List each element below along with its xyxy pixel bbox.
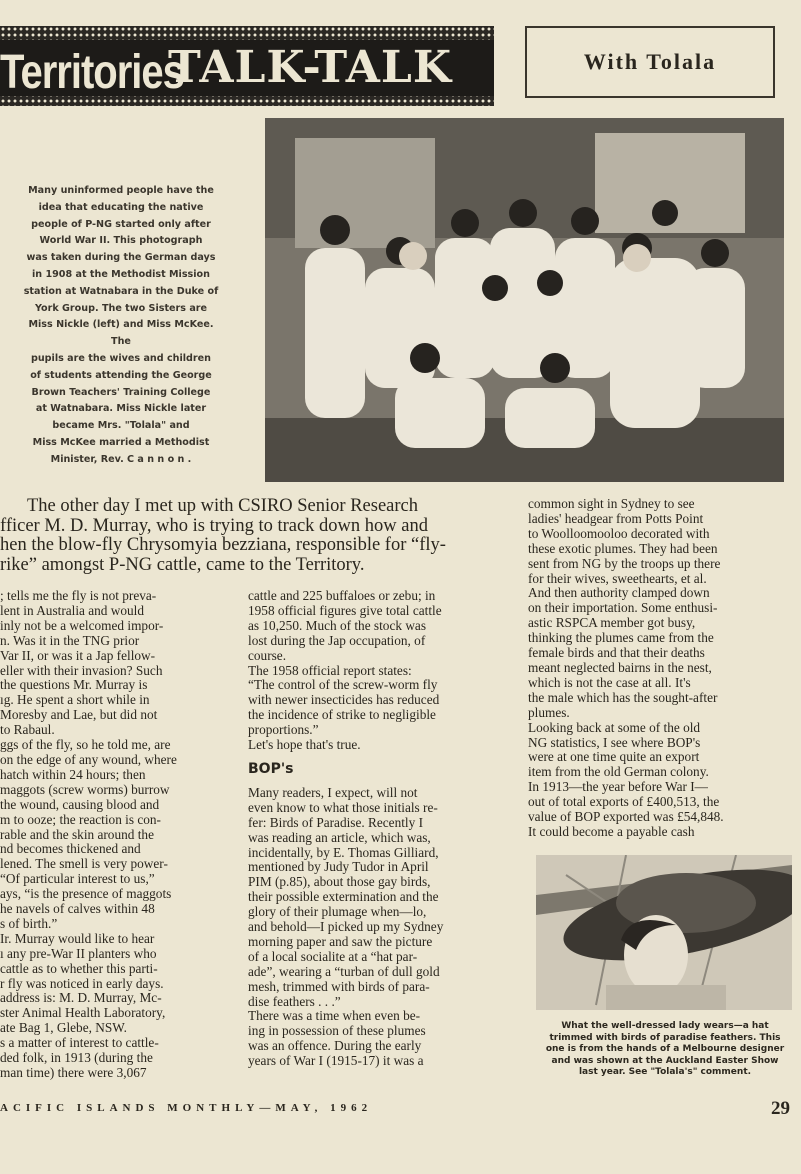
- column-line: of a local socialite at a “hat par-: [248, 949, 418, 964]
- masthead-band: [0, 40, 494, 99]
- column-line: years of War I (1915-17) it was a: [248, 1054, 424, 1069]
- column-line: cattle and 225 buffaloes or zebu; in: [248, 589, 436, 603]
- column-line: the questions Mr. Murray is: [0, 678, 148, 693]
- column-line: NG statistics, I see where BOP's: [528, 735, 701, 750]
- caption-line: York Group. The two Sisters are: [34, 302, 208, 314]
- caption-line: one is from the hands of a Melbourne designer: [545, 1044, 785, 1055]
- column-line: r fly was noticed in early days.: [0, 976, 164, 991]
- column-line: these exotic plumes. They had been: [528, 541, 718, 556]
- article-column-3: [528, 497, 793, 840]
- column-line: s of birth.”: [0, 916, 58, 931]
- column-line: ays, “is the presence of maggots: [0, 887, 172, 902]
- column-line: value of BOP exported was £54,848.: [528, 810, 724, 825]
- column-line: 1958 official figures give total cattle: [248, 603, 442, 618]
- column-line: astic RSPCA member got busy,: [528, 616, 696, 631]
- caption-line: Miss Nickle (left) and Miss McKee. The: [28, 319, 214, 348]
- column-line: It could become a payable cash: [528, 824, 695, 839]
- mission-group-photo: [265, 118, 784, 482]
- column-line: for their wives, sweethearts, et al.: [528, 571, 707, 586]
- column-line: ladies' headgear from Potts Point: [528, 511, 704, 526]
- column-line: glory of their plumage when—lo,: [248, 905, 427, 920]
- column-line: cattle as to whether this parti-: [0, 961, 158, 976]
- column-line: course.: [248, 648, 287, 663]
- column-line: ıg. He spent a short while in: [0, 693, 150, 708]
- section-heading: BOP's: [248, 761, 294, 777]
- column-line: man time) there were 3,067: [0, 1066, 147, 1080]
- column-line: Many readers, I expect, will not: [248, 785, 418, 800]
- column-line: were at one time quite an export: [528, 750, 700, 765]
- column-line: and behold—I picked up my Sydney: [248, 920, 444, 935]
- column-line: address is: M. D. Murray, Mc-: [0, 991, 162, 1006]
- caption-line: and was shown at the Auckland Easter Show: [551, 1055, 779, 1066]
- column-line: The 1958 official report states:: [248, 663, 412, 678]
- caption-line: Minister, Rev. C a n n o n .: [50, 453, 192, 465]
- article-column-2: [248, 589, 510, 1069]
- article-intro: [0, 497, 495, 576]
- hat-photo: [536, 855, 792, 1010]
- column-line: ing in possession of these plumes: [248, 1024, 426, 1039]
- intro-line: fficer M. D. Murray, who is trying to track down how and: [0, 515, 428, 536]
- column-line: “The control of the screw-worm fly: [248, 678, 438, 693]
- caption-line: of students attending the George: [30, 369, 212, 381]
- masthead-banner: [0, 26, 494, 106]
- caption-line: last year. See "Tolala's" comment.: [578, 1067, 752, 1078]
- caption-line: Many uninformed people have the: [28, 185, 214, 196]
- column-line: Looking back at some of the old: [528, 720, 701, 735]
- mission-photo-caption: [18, 183, 224, 469]
- column-line: with newer insecticides has reduced: [248, 693, 440, 708]
- column-line: mentioned by Judy Tudor in April: [248, 860, 429, 875]
- column-line: Ir. Murray would like to hear: [0, 931, 155, 946]
- column-line: even know to what those initials re-: [248, 800, 438, 815]
- column-line: morning paper and saw the picture: [248, 934, 433, 949]
- column-line: dise feathers . . .”: [248, 994, 341, 1009]
- mission-photo-illustration: [265, 118, 784, 482]
- column-line: hatch within 24 hours; then: [0, 767, 146, 782]
- column-line: There was a time when even be-: [248, 1009, 421, 1024]
- column-line: s a matter of interest to cattle-: [0, 1036, 159, 1051]
- column-line: lened. The smell is very power-: [0, 857, 168, 872]
- caption-line: Miss McKee married a Methodist: [32, 436, 210, 448]
- column-line: meant neglected bairns in the nest,: [528, 660, 712, 675]
- column-line: PIM (p.85), about those gay birds,: [248, 875, 431, 890]
- column-line: lost during the Jap occupation, of: [248, 633, 426, 648]
- caption-line: World War II. This photograph: [39, 235, 203, 247]
- column-line: common sight in Sydney to see: [528, 497, 695, 511]
- column-line: Var II, or was it a Jap fellow-: [0, 648, 156, 663]
- page-number: 29: [771, 1098, 790, 1119]
- column-line: sent from NG by the troops up there: [528, 556, 721, 571]
- column-line: the male which has the sought-after: [528, 690, 718, 705]
- column-line: And then authority clamped down: [528, 586, 710, 601]
- column-line: “Of particular interest to us,”: [0, 872, 155, 887]
- column-line: was an offence. During the early: [248, 1039, 422, 1054]
- column-line: out of total exports of £400,513, the: [528, 795, 720, 810]
- column-line: ; tells me the fly is not preva-: [0, 589, 157, 603]
- column-line: on the edge of any wound, where: [0, 752, 177, 767]
- column-line: on their importation. Some enthusi-: [528, 601, 718, 616]
- column-line: thinking the plumes came from the: [528, 631, 714, 646]
- caption-line: What the well-dressed lady wears—a hat: [561, 1021, 769, 1031]
- column-line: proportions.”: [248, 723, 319, 738]
- caption-line: in 1908 at the Methodist Mission: [32, 268, 210, 280]
- column-line: mesh, trimmed with birds of para-: [248, 979, 430, 994]
- column-line: ster Animal Health Laboratory,: [0, 1006, 166, 1021]
- column-line: Let's hope that's true.: [248, 738, 361, 753]
- column-title-box: [525, 26, 775, 98]
- column-line: female birds and that their deaths: [528, 646, 705, 661]
- intro-line: The other day I met up with CSIRO Senior Research: [27, 496, 418, 516]
- publication-line: ACIFIC ISLANDS MONTHLY—MAY, 1962: [0, 1102, 373, 1114]
- column-line: lent in Australia and would: [0, 603, 145, 618]
- column-line: eller with their invasion? Such: [0, 663, 163, 678]
- caption-line: Brown Teachers' Training College: [31, 386, 211, 398]
- caption-line: trimmed with birds of paradise feathers. This: [549, 1032, 781, 1043]
- intro-line: rike” amongst P-NG cattle, came to the Territory.: [0, 555, 365, 576]
- caption-line: at Watnabara. Miss Nickle later: [35, 403, 207, 415]
- column-line: ggs of the fly, so he told me, are: [0, 738, 171, 753]
- column-line: rable and the skin around the: [0, 827, 154, 842]
- column-line: Moresby and Lae, but did not: [0, 708, 158, 723]
- column-line: plumes.: [528, 705, 570, 720]
- column-line: nd becomes thickened and: [0, 842, 141, 857]
- column-line: inly not be a welcomed impor-: [0, 618, 164, 633]
- column-line: maggots (screw worms) burrow: [0, 782, 170, 797]
- column-line: to Woolloomooloo decorated with: [528, 526, 710, 541]
- masthead-territories: Territories: [0, 46, 184, 99]
- column-line: ate Bag 1, Glebe, NSW.: [0, 1021, 127, 1036]
- column-line: n. Was it in the TNG prior: [0, 633, 140, 648]
- column-line: m to ooze; the reaction is con-: [0, 812, 161, 827]
- caption-line: people of P-NG started only after: [31, 218, 211, 230]
- column-line: as 10,250. Much of the stock was: [248, 618, 427, 633]
- column-line: which is not the case at all. It's: [528, 675, 691, 690]
- hat-photo-illustration: [536, 855, 792, 1010]
- column-title: With Tolala: [583, 49, 717, 74]
- article-column-1: [0, 589, 231, 1081]
- column-line: was reading an article, which was,: [248, 830, 431, 845]
- column-line: the incidence of strike to negligible: [248, 708, 436, 723]
- column-line: the wound, causing blood and: [0, 797, 160, 812]
- caption-line: was taken during the German days: [26, 252, 216, 264]
- column-line: ı any pre-War II planters who: [0, 946, 157, 961]
- column-line: item from the old German colony.: [528, 765, 709, 780]
- column-line: In 1913—the year before War I—: [528, 780, 708, 795]
- column-line: he navels of calves within 48: [0, 902, 155, 917]
- hat-photo-caption: [535, 1021, 795, 1079]
- caption-line: became Mrs. "Tolala" and: [52, 420, 190, 432]
- column-line: their possible extermination and the: [248, 890, 439, 905]
- caption-line: pupils are the wives and children: [30, 352, 211, 364]
- column-line: to Rabaul.: [0, 723, 55, 738]
- masthead-talk-talk: TALK-TALK: [168, 42, 453, 93]
- column-line: [248, 777, 510, 786]
- page-footer: [0, 1098, 801, 1122]
- column-line: ded folk, in 1913 (during the: [0, 1051, 153, 1066]
- column-line: incidentally, by E. Thomas Gilliard,: [248, 845, 439, 860]
- intro-line: hen the blow-fly Chrysomyia bezziana, responsible for “fly-: [0, 535, 446, 556]
- column-line: ade”, wearing a “turban of dull gold: [248, 964, 440, 979]
- caption-line: idea that educating the native: [38, 201, 204, 213]
- column-line: [248, 753, 510, 762]
- caption-line: station at Watnabara in the Duke of: [23, 285, 219, 297]
- column-line: fer: Birds of Paradise. Recently I: [248, 815, 424, 830]
